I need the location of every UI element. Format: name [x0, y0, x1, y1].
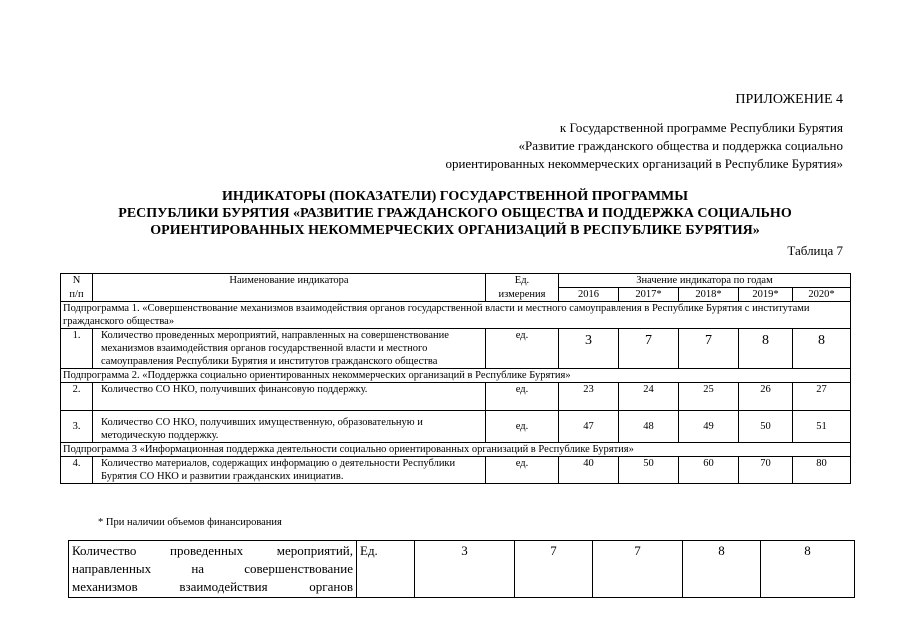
row-value: 47	[559, 411, 619, 443]
row-value: 50	[619, 457, 679, 484]
table-row	[61, 411, 851, 443]
row-value: 23	[559, 383, 619, 411]
row-value: 40	[559, 457, 619, 484]
row-value: 7	[619, 329, 679, 369]
header-num-sub: п/п	[61, 288, 93, 302]
row-name-line: направленных на совершенствование	[72, 561, 353, 576]
subprogram-1: Подпрограмма 1. «Совершенствование механизмов взаимодействия органов государственной власти и местного самоуправления в Республике Бурятия с институтами гражданского общества»	[61, 302, 851, 329]
appendix-title: ПРИЛОЖЕНИЕ 4	[735, 92, 843, 107]
table-row	[61, 457, 851, 484]
header-year: 2016	[559, 288, 619, 302]
header-unit: Ед.	[486, 274, 559, 288]
header-year: 2020*	[793, 288, 851, 302]
row-value: 27	[793, 383, 851, 411]
row-value: 25	[679, 383, 739, 411]
row-value: 8	[761, 541, 855, 598]
document-title-line: РЕСПУБЛИКИ БУРЯТИЯ «РАЗВИТИЕ ГРАЖДАНСКОГО ОБЩЕСТВА И ПОДДЕРЖКА СОЦИАЛЬНО	[118, 206, 792, 221]
header-values-title: Значение индикатора по годам	[559, 274, 851, 288]
row-name	[69, 541, 357, 598]
row-unit: ед.	[486, 457, 559, 484]
header-year: 2017*	[619, 288, 679, 302]
row-value: 8	[739, 329, 793, 369]
row-value: 26	[739, 383, 793, 411]
indicators-table	[60, 273, 851, 484]
row-unit: ед.	[486, 411, 559, 443]
subprogram-3: Подпрограмма 3 «Информационная поддержка деятельности социально ориентированных организаций в Республике Бурятия»	[61, 443, 851, 457]
appendix-subtitle	[445, 119, 843, 173]
row-value: 48	[619, 411, 679, 443]
header-unit-sub: измерения	[486, 288, 559, 302]
table-row	[69, 541, 855, 598]
row-num: 3.	[61, 411, 93, 443]
row-value: 3	[415, 541, 515, 598]
subprogram-row	[61, 302, 851, 329]
table-label: Таблица 7	[787, 243, 843, 258]
row-name: Количество СО НКО, получивших имущественную, образовательную и методическую поддержку.	[93, 411, 486, 443]
row-unit: ед.	[486, 329, 559, 369]
row-value: 7	[679, 329, 739, 369]
row-unit: Ед.	[357, 541, 415, 598]
table-row	[61, 329, 851, 369]
row-unit: ед.	[486, 383, 559, 411]
table-row	[61, 383, 851, 411]
footnote: * При наличии объемов финансирования	[98, 517, 282, 528]
document-title-line: ОРИЕНТИРОВАННЫХ НЕКОММЕРЧЕСКИХ ОРГАНИЗАЦИЙ В РЕСПУБЛИКЕ БУРЯТИЯ»	[150, 223, 760, 238]
row-name: Количество материалов, содержащих информацию о деятельности Республики Бурятия СО НКО и развитии гражданских инициатив.	[93, 457, 486, 484]
row-value: 80	[793, 457, 851, 484]
row-name: Количество СО НКО, получивших финансовую поддержку.	[93, 383, 486, 411]
row-value: 50	[739, 411, 793, 443]
header-year: 2019*	[739, 288, 793, 302]
row-value: 8	[683, 541, 761, 598]
row-value: 7	[515, 541, 593, 598]
row-num: 4.	[61, 457, 93, 484]
document-title	[60, 188, 850, 239]
header-name: Наименование индикатора	[93, 274, 486, 302]
row-name: Количество проведенных мероприятий, направленных на совершенствование механизмов взаимодействия органов государственной власти и местного самоуправления Республики Бурятия и институтов гражданского общества	[93, 329, 486, 369]
row-value: 3	[559, 329, 619, 369]
document-title-line: ИНДИКАТОРЫ (ПОКАЗАТЕЛИ) ГОСУДАРСТВЕННОЙ ПРОГРАММЫ	[221, 189, 689, 204]
row-num: 1.	[61, 329, 93, 369]
row-value: 24	[619, 383, 679, 411]
row-value: 70	[739, 457, 793, 484]
appendix-subtitle-line: к Государственной программе Республики Бурятия	[559, 120, 843, 135]
subprogram-row	[61, 443, 851, 457]
row-value: 51	[793, 411, 851, 443]
row-num: 2.	[61, 383, 93, 411]
row-value: 49	[679, 411, 739, 443]
row-name-line: механизмов взаимодействия органов	[72, 579, 353, 594]
continuation-table	[68, 540, 855, 598]
header-year: 2018*	[679, 288, 739, 302]
row-value: 60	[679, 457, 739, 484]
appendix-subtitle-line: «Развитие гражданского общества и поддержка социально	[518, 138, 843, 153]
appendix-subtitle-line: ориентированных некоммерческих организаций в Республике Бурятия»	[445, 156, 843, 171]
subprogram-row	[61, 369, 851, 383]
row-value: 7	[593, 541, 683, 598]
table-header-row	[61, 274, 851, 288]
row-name-line: Количество проведенных мероприятий,	[72, 543, 353, 558]
row-value: 8	[793, 329, 851, 369]
header-num: N	[61, 274, 93, 288]
subprogram-2: Подпрограмма 2. «Поддержка социально ориентированных некоммерческих организаций в Республике Бурятия»	[61, 369, 851, 383]
